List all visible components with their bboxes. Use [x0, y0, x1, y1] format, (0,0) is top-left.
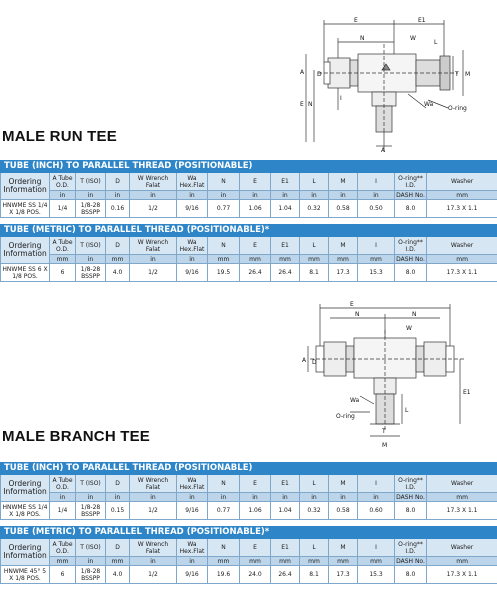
unit-cell: in: [271, 191, 300, 200]
header-cell: M: [329, 475, 358, 493]
data-cell: 24.0: [240, 566, 271, 584]
data-cell: 9/16: [177, 566, 208, 584]
data-cell: 1/2: [130, 566, 177, 584]
run-tee-inch-table: [0, 160, 497, 218]
svg-text:D: D: [317, 71, 322, 78]
header-cell: N: [208, 237, 240, 255]
header-cell: M: [329, 237, 358, 255]
svg-text:E: E: [300, 101, 304, 108]
data-cell: 1/2: [130, 502, 177, 520]
unit-cell: in: [177, 255, 208, 264]
unit-cell: mm: [240, 255, 271, 264]
header-cell: A Tube O.D.: [50, 173, 76, 191]
unit-cell: DASH No.: [396, 557, 425, 565]
table-caption: TUBE (METRIC) TO PARALLEL THREAD (POSITIONABLE)*: [1, 225, 497, 237]
unit-cell: in: [177, 557, 208, 566]
header-cell: N: [208, 475, 240, 493]
unit-cell: in: [130, 493, 177, 502]
unit-cell: mm: [106, 557, 130, 566]
svg-text:O-ring: O-ring: [336, 413, 355, 420]
unit-cell: mm: [50, 557, 76, 566]
svg-text:E1: E1: [463, 389, 471, 396]
data-cell: 17.3 X 1.1: [427, 502, 497, 520]
header-cell: E1: [271, 237, 300, 255]
unit-cell: DASH No.: [396, 493, 425, 501]
data-cell: 26.4: [271, 566, 300, 584]
data-cell: 1.06: [240, 502, 271, 520]
data-cell: 1/2: [130, 264, 177, 282]
svg-text:E1: E1: [418, 17, 426, 24]
header-cell: Washer: [427, 173, 497, 191]
header-cell: D: [106, 539, 130, 557]
unit-cell: in: [130, 255, 177, 264]
svg-text:M: M: [465, 71, 470, 78]
header-cell: E1: [271, 173, 300, 191]
unit-cell: in: [240, 191, 271, 200]
svg-text:N: N: [308, 101, 313, 108]
unit-cell: mm: [106, 255, 130, 264]
data-cell: 9/16: [177, 502, 208, 520]
table-caption: TUBE (METRIC) TO PARALLEL THREAD (POSITIONABLE)*: [1, 527, 497, 539]
data-cell: 4.0: [106, 264, 130, 282]
data-cell: 0.32: [300, 200, 329, 218]
unit-cell: in: [76, 191, 106, 200]
unit-cell: mm: [300, 255, 329, 264]
unit-cell: mm: [329, 255, 358, 264]
header-cell: Wa Hex.Flat: [177, 539, 208, 557]
data-cell: 6: [50, 264, 76, 282]
data-cell: 8.0: [395, 200, 427, 218]
header-cell: Washer: [427, 475, 497, 493]
unit-cell: in: [329, 493, 358, 502]
header-cell: W Wrench Falat: [130, 237, 177, 255]
data-cell: 1/8-28 BSSPP: [76, 264, 106, 282]
header-cell: T (ISO): [76, 237, 106, 255]
data-cell: 8.0: [395, 502, 427, 520]
section-title-male-branch-tee: MALE BRANCH TEE: [2, 428, 150, 445]
svg-text:T: T: [455, 71, 459, 78]
header-cell: I: [358, 539, 395, 557]
svg-text:I: I: [340, 95, 342, 102]
unit-cell: in: [208, 493, 240, 502]
data-cell-ordering: HNWME SS 1/4 X 1/8 POS.: [2, 503, 48, 518]
header-cell: W Wrench Falat: [130, 475, 177, 493]
data-cell: 6: [50, 566, 76, 584]
unit-cell: in: [177, 493, 208, 502]
data-cell: 0.60: [358, 502, 395, 520]
table-row: [1, 566, 497, 584]
svg-text:N: N: [360, 35, 365, 42]
header-cell: W Wrench Falat: [130, 539, 177, 557]
header-cell: M: [329, 539, 358, 557]
svg-text:L: L: [434, 39, 438, 46]
data-cell: 8.1: [300, 264, 329, 282]
data-cell: 4.0: [106, 566, 130, 584]
unit-cell: mm: [358, 255, 395, 264]
header-cell: D: [106, 173, 130, 191]
data-cell: 0.58: [329, 200, 358, 218]
svg-text:W: W: [410, 35, 416, 42]
branch-tee-inch-table: [0, 462, 497, 520]
svg-text:L: L: [405, 407, 409, 414]
unit-cell: in: [130, 557, 177, 566]
data-cell: 1/8-28 BSSPP: [76, 200, 106, 218]
data-cell: 26.4: [240, 264, 271, 282]
svg-text:A: A: [300, 69, 305, 76]
header-cell: Wa Hex.Flat: [177, 173, 208, 191]
header-cell: D: [106, 475, 130, 493]
data-cell: 0.77: [208, 200, 240, 218]
data-cell: 19.5: [208, 264, 240, 282]
unit-cell: in: [358, 493, 395, 502]
header-cell: E: [240, 539, 271, 557]
unit-cell: mm: [427, 557, 497, 566]
table-row: [1, 264, 497, 282]
data-cell: 17.3: [329, 566, 358, 584]
data-cell: 0.50: [358, 200, 395, 218]
header-cell: E: [240, 475, 271, 493]
data-cell: 1/4: [50, 200, 76, 218]
unit-cell: in: [106, 493, 130, 502]
data-cell: 1/4: [50, 502, 76, 520]
svg-text:A: A: [302, 357, 307, 364]
data-cell: 1/2: [130, 200, 177, 218]
data-cell: 1.04: [271, 200, 300, 218]
header-cell: E1: [271, 475, 300, 493]
unit-cell: in: [76, 493, 106, 502]
unit-cell: mm: [427, 493, 497, 502]
header-cell: M: [329, 173, 358, 191]
data-cell: 15.3: [358, 264, 395, 282]
header-cell: L: [300, 539, 329, 557]
svg-text:M: M: [382, 442, 388, 449]
unit-cell: in: [240, 493, 271, 502]
header-cell: L: [300, 173, 329, 191]
header-cell: O-ring** I.D.: [395, 237, 427, 255]
header-cell: N: [208, 173, 240, 191]
branch-tee-metric-table: [0, 526, 497, 584]
svg-text:T: T: [382, 428, 386, 435]
header-cell: T (ISO): [76, 475, 106, 493]
male-run-tee-drawing: [298, 14, 470, 154]
unit-cell: mm: [427, 255, 497, 264]
header-cell: Washer: [427, 539, 497, 557]
svg-text:E: E: [354, 17, 358, 24]
header-ordering: Ordering Information: [1, 539, 50, 566]
data-cell: 17.3: [329, 264, 358, 282]
unit-cell: in: [130, 191, 177, 200]
header-cell: D: [106, 237, 130, 255]
data-cell: 26.4: [271, 264, 300, 282]
header-ordering: Ordering Information: [1, 173, 50, 200]
data-cell: 1.04: [271, 502, 300, 520]
unit-cell: in: [76, 255, 106, 264]
header-ordering: Ordering Information: [1, 475, 50, 502]
unit-cell: in: [300, 493, 329, 502]
data-cell: 8.0: [395, 264, 427, 282]
svg-text:O-ring: O-ring: [448, 105, 467, 112]
table-caption: TUBE (INCH) TO PARALLEL THREAD (POSITIONABLE): [1, 161, 497, 173]
unit-cell: DASH No.: [396, 191, 425, 199]
header-cell: O-ring** I.D.: [395, 475, 427, 493]
data-cell-ordering: HNWME SS 1/4 X 1/8 POS.: [2, 201, 48, 216]
unit-cell: in: [208, 191, 240, 200]
header-cell: E: [240, 173, 271, 191]
header-cell: I: [358, 237, 395, 255]
svg-text:W: W: [406, 325, 412, 332]
unit-cell: DASH No.: [396, 255, 425, 263]
data-cell: 9/16: [177, 200, 208, 218]
unit-cell: mm: [50, 255, 76, 264]
data-cell: 0.16: [106, 200, 130, 218]
table-row: [1, 502, 497, 520]
unit-cell: mm: [240, 557, 271, 566]
svg-text:Wa: Wa: [424, 101, 434, 108]
header-cell: Wa Hex.Flat: [177, 475, 208, 493]
unit-cell: in: [358, 191, 395, 200]
table-row: [1, 200, 497, 218]
header-cell: L: [300, 475, 329, 493]
section-title-male-run-tee: MALE RUN TEE: [2, 128, 117, 145]
header-cell: A Tube O.D.: [50, 237, 76, 255]
unit-cell: in: [177, 191, 208, 200]
header-cell: I: [358, 173, 395, 191]
data-cell-ordering: HNWME SS 6 X 1/8 POS.: [2, 265, 48, 280]
data-cell: 1/8-28 BSSPP: [76, 502, 106, 520]
header-cell: Wa Hex.Flat: [177, 237, 208, 255]
unit-cell: in: [106, 191, 130, 200]
data-cell: 17.3 X 1.1: [427, 566, 497, 584]
unit-cell: mm: [271, 557, 300, 566]
data-cell: 0.77: [208, 502, 240, 520]
data-cell: 1/8-28 BSSPP: [76, 566, 106, 584]
table-caption: TUBE (INCH) TO PARALLEL THREAD (POSITIONABLE): [1, 463, 497, 475]
unit-cell: mm: [208, 255, 240, 264]
data-cell: 15.3: [358, 566, 395, 584]
unit-cell: in: [50, 191, 76, 200]
unit-cell: mm: [427, 191, 497, 200]
run-tee-metric-table: [0, 224, 497, 282]
data-cell: 0.32: [300, 502, 329, 520]
unit-cell: mm: [329, 557, 358, 566]
unit-cell: in: [329, 191, 358, 200]
data-cell: 0.58: [329, 502, 358, 520]
data-cell: 19.6: [208, 566, 240, 584]
data-cell: 8.0: [395, 566, 427, 584]
unit-cell: in: [76, 557, 106, 566]
svg-text:E: E: [350, 301, 354, 308]
header-cell: L: [300, 237, 329, 255]
header-cell: W Wrench Falat: [130, 173, 177, 191]
data-cell: 17.3 X 1.1: [427, 200, 497, 218]
data-cell: 8.1: [300, 566, 329, 584]
header-cell: T (ISO): [76, 173, 106, 191]
data-cell: 9/16: [177, 264, 208, 282]
header-cell: Washer: [427, 237, 497, 255]
svg-text:D: D: [312, 359, 317, 366]
header-ordering: Ordering Information: [1, 237, 50, 264]
data-cell-ordering: HNWME 45° 5 X 1/8 POS.: [1, 566, 50, 584]
header-cell: A Tube O.D.: [50, 539, 76, 557]
unit-cell: in: [271, 493, 300, 502]
male-branch-tee-drawing: [300, 300, 475, 452]
header-cell: I: [358, 475, 395, 493]
unit-cell: in: [50, 493, 76, 502]
data-cell: 1.06: [240, 200, 271, 218]
svg-text:N: N: [355, 311, 360, 318]
data-cell: 0.15: [106, 502, 130, 520]
unit-cell: mm: [208, 557, 240, 566]
header-cell: T (ISO): [76, 539, 106, 557]
data-cell: 17.3 X 1.1: [427, 264, 497, 282]
unit-cell: mm: [300, 557, 329, 566]
header-cell: E1: [271, 539, 300, 557]
unit-cell: mm: [358, 557, 395, 566]
header-cell: E: [240, 237, 271, 255]
svg-text:A: A: [381, 147, 386, 154]
header-cell: N: [208, 539, 240, 557]
unit-cell: in: [300, 191, 329, 200]
header-cell: O-ring** I.D.: [395, 173, 427, 191]
svg-text:Wa: Wa: [350, 397, 360, 404]
header-cell: O-ring** I.D.: [395, 539, 427, 557]
header-cell: A Tube O.D.: [50, 475, 76, 493]
unit-cell: mm: [271, 255, 300, 264]
svg-text:N: N: [412, 311, 417, 318]
